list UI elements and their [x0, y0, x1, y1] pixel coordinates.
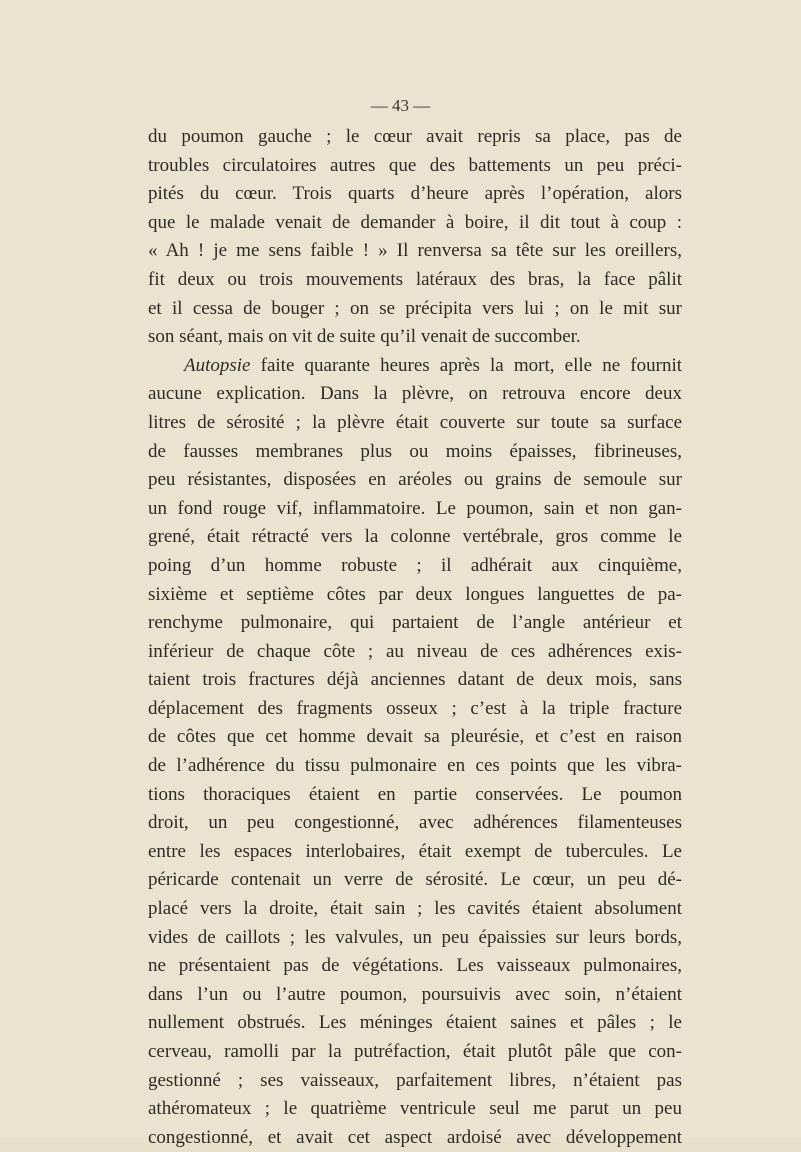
text-line: inférieur de chaque côte ; au niveau de ces adhérences exis-: [148, 640, 682, 662]
text-line: litres de sérosité ; la plèvre était couverte sur toute sa surface: [148, 411, 682, 433]
text-line: péricarde contenait un verre de sérosité. Le cœur, un peu dé-: [148, 869, 682, 891]
text-line: du poumon gauche ; le cœur avait repris sa place, pas de: [148, 126, 682, 147]
text-line: poing d’un homme robuste ; il adhérait aux cinquième,: [148, 554, 682, 576]
text-line: congestionné, et avait cet aspect ardoisé avec développement: [148, 1126, 682, 1148]
text-line: de côtes que cet homme devait sa pleurésie, et c’est en raison: [148, 726, 682, 748]
text-line: sixième et septième côtes par deux longues languettes de pa-: [148, 583, 682, 605]
text-line: que le malade venait de demander à boire, il dit tout à coup :: [148, 211, 682, 233]
text-line: un fond rouge vif, inflammatoire. Le poumon, sain et non gan-: [148, 497, 682, 519]
text-line: taient trois fractures déjà anciennes datant de deux mois, sans: [148, 669, 682, 691]
text-line: renchyme pulmonaire, qui partaient de l’angle antérieur et: [148, 612, 682, 634]
text-line: de fausses membranes plus ou moins épaisses, fibrineuses,: [148, 440, 682, 462]
page-number: — 43 —: [370, 96, 431, 115]
text-line: cerveau, ramolli par la putréfaction, était plutôt pâle que con-: [148, 1041, 682, 1062]
text-line: troubles circulatoires autres que des battements un peu préci-: [148, 154, 682, 176]
text-line: pités du cœur. Trois quarts d’heure après l’opération, alors: [148, 183, 682, 205]
text-line: de l’adhérence du tissu pulmonaire en ces points que les vibra-: [148, 755, 682, 777]
text-line: tions thoraciques étaient en partie conservées. Le poumon: [148, 783, 682, 805]
text-line: droit, un peu congestionné, avec adhérences filamenteuses: [148, 812, 682, 834]
body-text: [148, 123, 682, 1152]
text-line: son séant, mais on vit de suite qu’il venait de succomber.: [148, 326, 581, 348]
text-line: placé vers la droite, était sain ; les cavités étaient absolument: [148, 898, 682, 920]
autopsie-word: Autopsie: [184, 354, 251, 376]
text-line: nullement obstrués. Les méninges étaient saines et pâles ; le: [148, 1012, 682, 1034]
text-line: déplacement des fragments osseux ; c’est à la triple fracture: [148, 697, 682, 719]
text-line: grené, était rétracté vers la colonne vertébrale, gros comme le: [148, 526, 682, 548]
text-line: peu résistantes, disposées en aréoles ou grains de semoule sur: [148, 469, 682, 491]
text-line: ne présentaient pas de végétations. Les vaisseaux pulmonaires,: [148, 955, 682, 977]
text-line: athéromateux ; le quatrième ventricule seul me parut un peu: [148, 1098, 682, 1120]
text-line-rest: faite quarante heures après la mort, elle ne fournit: [260, 354, 682, 376]
text-line: et il cessa de bouger ; on se précipita vers lui ; on le mit sur: [148, 297, 682, 319]
text-line-autopsie: [148, 352, 682, 381]
text-line: aucune explication. Dans la plèvre, on retrouva encore deux: [148, 383, 682, 405]
text-line: dans l’un ou l’autre poumon, poursuivis avec soin, n’étaient: [148, 983, 682, 1005]
text-line: vides de caillots ; les valvules, un peu épaissies sur leurs bords,: [148, 926, 682, 948]
text-line: « Ah ! je me sens faible ! » Il renversa sa tête sur les oreillers,: [148, 240, 682, 262]
text-line: fit deux ou trois mouvements latéraux des bras, la face pâlit: [148, 268, 682, 290]
text-line: entre les espaces interlobaires, était exempt de tubercules. Le: [148, 840, 682, 862]
text-line: gestionné ; ses vaisseaux, parfaitement libres, n’étaient pas: [148, 1069, 682, 1091]
